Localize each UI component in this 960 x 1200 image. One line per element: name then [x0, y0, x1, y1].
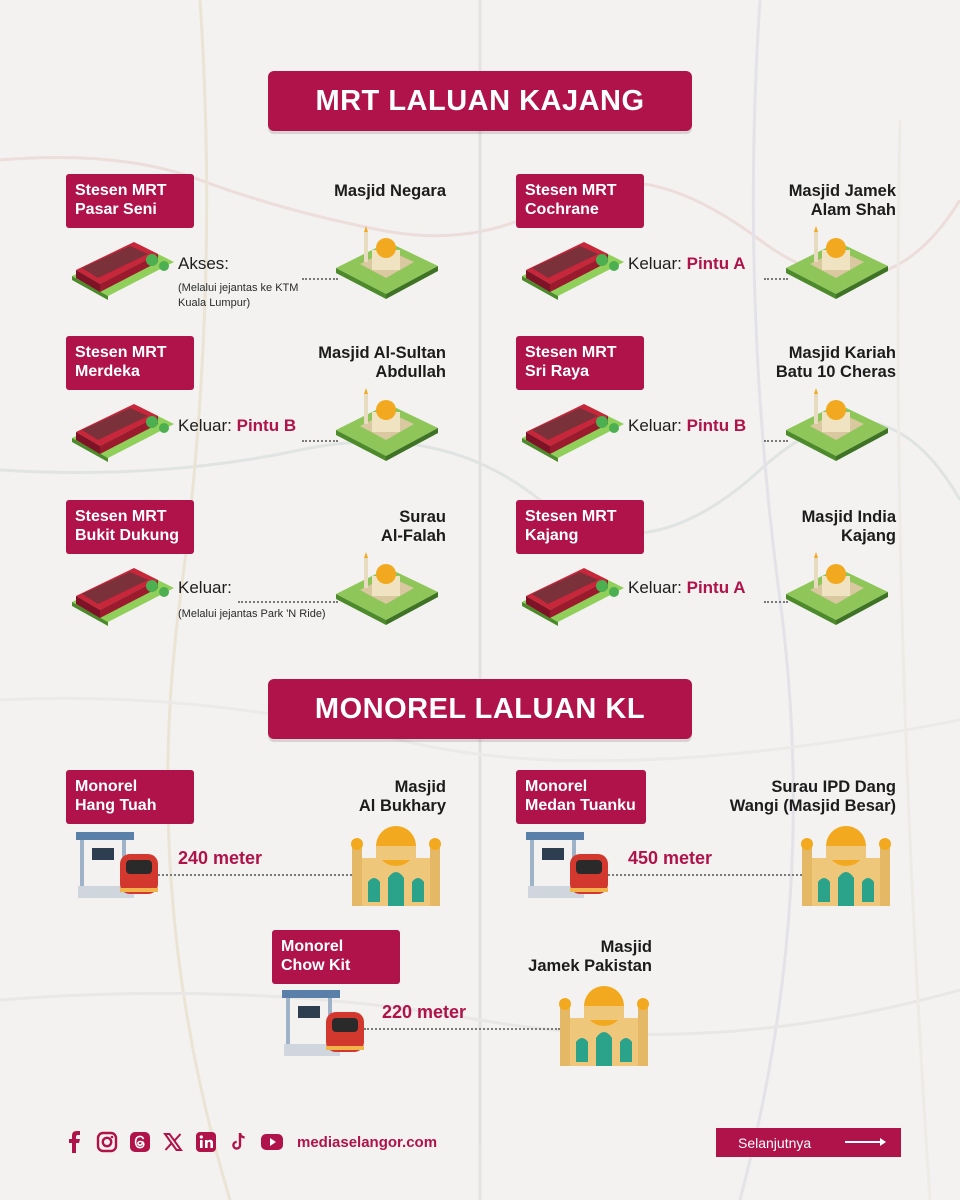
dotted-connector [302, 278, 338, 280]
dotted-connector [608, 874, 802, 876]
distance-label: 220 meter [382, 1002, 467, 1022]
mrt-card-pasar-seni [66, 174, 446, 324]
mrt-train-icon [518, 230, 628, 302]
station-badge: Stesen MRT Bukit Dukung [66, 500, 194, 554]
mrt-card-merdeka [66, 336, 446, 486]
exit-label: Keluar: [178, 416, 232, 435]
station-badge: Monorel Hang Tuah [66, 770, 194, 824]
mosque-icon [334, 220, 440, 300]
exit-label: Keluar: [628, 416, 682, 435]
exit-info [628, 416, 746, 436]
mosque-name: Masjid Al-Sultan Abdullah [318, 344, 446, 381]
monorail-train-icon [72, 828, 164, 902]
mosque-icon [556, 976, 652, 1070]
x-icon[interactable] [161, 1130, 185, 1154]
next-button[interactable] [716, 1128, 901, 1157]
station-badge: Stesen MRT Pasar Seni [66, 174, 194, 228]
monorail-card-medan-tuanku [516, 770, 896, 910]
mosque-name: Masjid India Kajang [801, 508, 896, 545]
footer-social [62, 1129, 437, 1155]
monorail-train-icon [522, 828, 614, 902]
dotted-connector [238, 601, 338, 603]
mosque-icon [784, 382, 890, 462]
mosque-icon [334, 382, 440, 462]
exit-note: (Melalui jejantas Park 'N Ride) [178, 608, 326, 620]
mrt-section-title: MRT LALUAN KAJANG [268, 71, 692, 131]
exit-info [628, 578, 745, 598]
mrt-card-cochrane [516, 174, 896, 324]
facebook-icon[interactable] [62, 1130, 86, 1154]
exit-gate: Pintu B [236, 416, 297, 435]
mosque-name: Masjid Jamek Alam Shah [788, 182, 896, 219]
mosque-name: Masjid Kariah Batu 10 Cheras [775, 344, 896, 381]
linkedin-icon[interactable] [194, 1130, 218, 1154]
tiktok-icon[interactable] [227, 1130, 251, 1154]
dotted-connector [364, 1028, 560, 1030]
exit-info [178, 416, 296, 436]
arrow-right-icon [845, 1141, 885, 1143]
monorail-card-hang-tuah [66, 770, 446, 910]
monorail-card-chow-kit [272, 930, 652, 1070]
access-label: Akses: [178, 254, 230, 273]
station-badge: Stesen MRT Kajang [516, 500, 644, 554]
exit-label: Keluar: [178, 578, 232, 597]
mrt-train-icon [68, 556, 178, 628]
mosque-icon [348, 816, 444, 910]
station-badge: Monorel Medan Tuanku [516, 770, 646, 824]
mosque-icon [784, 546, 890, 626]
next-label: Selanjutnya [738, 1134, 812, 1151]
mosque-icon [798, 816, 894, 910]
mosque-name: Masjid Al Bukhary [358, 778, 446, 815]
exit-gate: Pintu A [686, 578, 746, 597]
exit-label: Keluar: [628, 254, 682, 273]
mrt-card-kajang [516, 500, 896, 650]
exit-gate: Pintu B [686, 416, 747, 435]
access-note: (Melalui jejantas ke KTM Kuala Lumpur) [178, 282, 299, 309]
mosque-name: Surau Al-Falah [380, 508, 446, 545]
station-badge: Stesen MRT Cochrane [516, 174, 644, 228]
mrt-card-sri-raya [516, 336, 896, 486]
dotted-connector [158, 874, 352, 876]
mosque-name: Masjid Jamek Pakistan [528, 938, 652, 975]
mosque-icon [334, 546, 440, 626]
mrt-train-icon [518, 556, 628, 628]
dotted-connector [302, 440, 338, 442]
mrt-train-icon [68, 230, 178, 302]
mrt-train-icon [68, 392, 178, 464]
threads-icon[interactable] [128, 1130, 152, 1154]
monorail-section-title: MONOREL LALUAN KL [268, 679, 692, 739]
station-badge: Stesen MRT Sri Raya [516, 336, 644, 390]
exit-gate: Pintu A [686, 254, 746, 273]
exit-info [628, 254, 745, 274]
website-link[interactable]: mediaselangor.com [297, 1133, 438, 1151]
distance-label: 240 meter [178, 848, 263, 868]
station-badge: Monorel Chow Kit [272, 930, 400, 984]
station-badge: Stesen MRT Merdeka [66, 336, 194, 390]
youtube-icon[interactable] [260, 1130, 284, 1154]
mosque-name: Masjid Negara [334, 182, 446, 200]
mrt-card-bukit-dukung [66, 500, 446, 650]
instagram-icon[interactable] [95, 1130, 119, 1154]
mrt-train-icon [518, 392, 628, 464]
mosque-name: Surau IPD Dang Wangi (Masjid Besar) [729, 778, 896, 815]
distance-label: 450 meter [628, 848, 713, 868]
exit-label: Keluar: [628, 578, 682, 597]
mosque-icon [784, 220, 890, 300]
monorail-train-icon [278, 986, 370, 1060]
